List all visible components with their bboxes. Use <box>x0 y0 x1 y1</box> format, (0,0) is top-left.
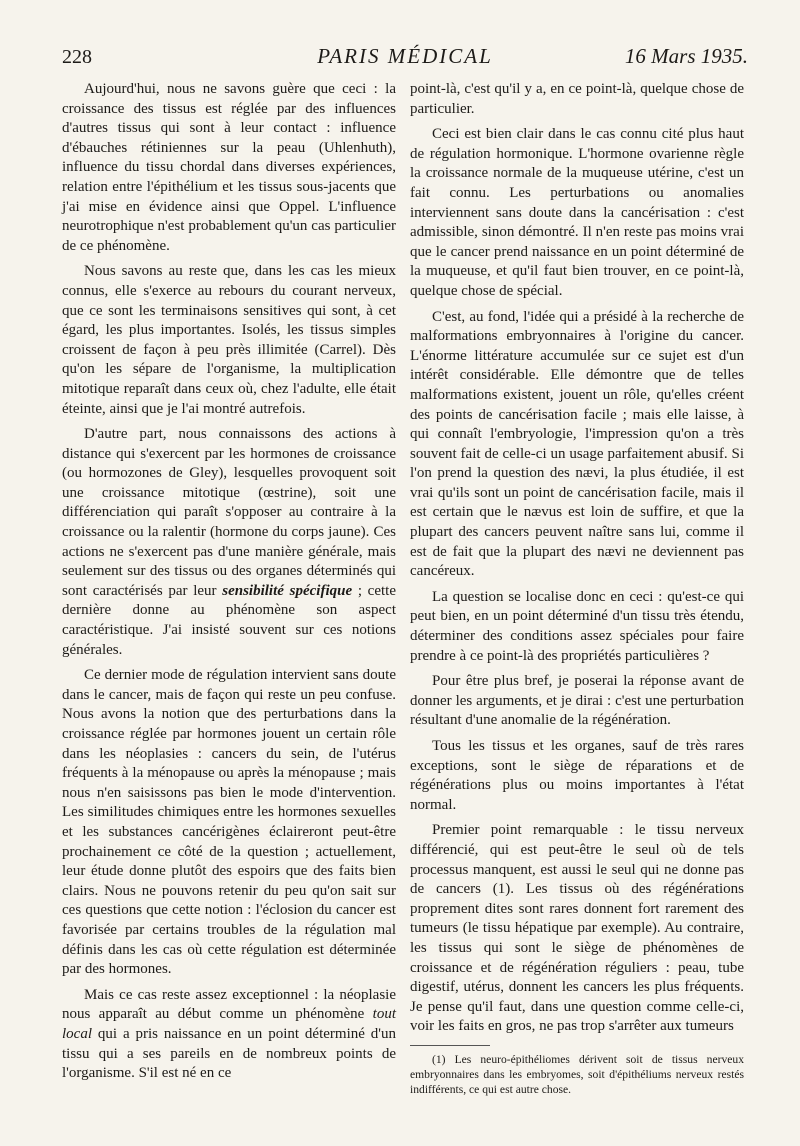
paragraph: C'est, au fond, l'idée qui a présidé à la recherche de malformations embryonnaires à l'origine du cancer. L'énorme littérature accumulée sur ce sujet est d'un intérêt considérable. Elle démontre que de telles malformations existent, jouent un rôle, qu'elles créent des points de cancérisation facile ; mais elle laisse, à qui connaît l'embryologie, l'impression qu'on a très souvent fait de celle-ci un usage parfaitement abusif. Si l'on prend la question des nævi, la plus étudiée, il est vrai qu'ils sont un point de cancérisation facile, mais il est certain que le nævus est loin de suffire, et que la plupart des cancers peuvent naître sans lui, comme il est de fait que la plupart des nævi ne deviennent pas cancéreux. <box>410 308 744 580</box>
text-run: ; cette dernière donne au phénomène son aspect caractéristique. J'ai insisté souvent sur ces notions générales. <box>62 582 396 658</box>
footnote: (1) Les neuro-épithéliomes dérivent soit de tissus nerveux embryonnaires dans les embryomes, soit d'épithéliums nerveux restés indifférents, ce qui est autre chose. <box>410 1052 744 1096</box>
paragraph: point-là, c'est qu'il y a, en ce point-là, quelque chose de particulier. <box>410 81 744 117</box>
emphasis-text: sensibilité spécifique <box>222 582 353 599</box>
paragraph: Ce dernier mode de régulation intervient sans doute dans le cancer, mais de façon qui reste un peu confuse. Nous avons la notion que des perturbations dans la croissance réglée par hormones jouent un certain rôle dans les néoplasies : cancers du sein, de l'utérus fréquents à la ménopause ou après la ménopause ; mais nous n'en saisissons pas bien le mode d'intervention. Les similitudes chimiques entre les hormones sexuelles et les substances cancérigènes éclaireront peut-être prochainement ce côté de la question ; actuellement, leur étude donne plutôt des espoirs que des faits bien clairs. Nous ne pouvons retenir du peu qu'on sait sur ces questions que cette notion : l'éclosion du cancer est favorisée par certains troubles de la régulation mal définis dans les cas où cette régulation est déterminée par des hormones. <box>62 667 396 978</box>
page-header <box>62 44 748 74</box>
journal-title: PARIS MÉDICAL <box>317 44 493 68</box>
page-number: 228 <box>62 46 92 68</box>
left-column <box>62 80 396 1084</box>
paragraph: Nous savons au reste que, dans les cas les mieux connus, elle s'exerce au rebours du courant nerveux, que ce sont les terminaisons sensitives qui sont, à cet égard, les plus importantes. Isolés, les tissus simples croissent de façon à peu près illimitée (Carrel). Dès qu'on les sépare de l'organisme, la multiplication mitotique reparaît dans ceux où, chez l'adulte, elle était éteinte, ainsi que je l'ai montré autrefois. <box>62 263 396 417</box>
right-column <box>410 80 744 1097</box>
footnote-divider <box>410 1045 490 1046</box>
paragraph: Aujourd'hui, nous ne savons guère que ceci : la croissance des tissus est réglée par des influences d'autres tissus qui sont à leur contact : influence d'ébauches rétiniennes sur la peau (Uhlenhuth), influence du tissu chordal dans diverses expériences, relation entre l'épithélium et les tissus sous-jacents que j'ai mise en évidence ainsi que Oppel. L'influence neurotrophique n'est probablement qu'un cas particulier de ce phénomène. <box>62 81 396 254</box>
issue-date: 16 Mars 1935. <box>624 44 748 68</box>
text-run: D'autre part, nous connaissons des actions à distance qui s'exercent par les hormones de croissance (ou hormozones de Gley), lesquelles provoquent soit une croissance mitotique (œstrine), soit une différenciation qui paraît s'opposer au contraire à la croissance ou la ralentir (hormone du corps jaune). Ces actions ne s'exercent pas d'une manière générale, mais seulement sur des tissus ou des organes déterminés qui sont caractérisés par leur <box>62 426 396 599</box>
paragraph <box>62 425 396 660</box>
text-run: Mais ce cas reste assez exceptionnel : la néoplasie nous apparaît au début comme un phénomène <box>62 986 396 1023</box>
paragraph: La question se localise donc en ceci : qu'est-ce qui peut bien, en un point déterminé d'un tissu très étendu, déterminer des conditions assez spéciales pour faire prendre à ce point-là des propriétés particulières ? <box>410 588 744 664</box>
emphasis-text: tout local <box>62 1006 396 1042</box>
paragraph: Pour être plus bref, je poserai la réponse avant de donner les arguments, et je dirai : c'est une perturbation résultant d'une anomalie de la régénération. <box>410 673 744 729</box>
paragraph: Premier point remarquable : le tissu nerveux différencié, qui est peut-être le seul où de tels processus manquent, est aussi le seul qui ne donne pas de cancers (1). Les tissus où des régénérations proprement dites sont rares donnent fort rarement des tumeurs (le tissu hépatique par exemple). Au contraire, les tissus qui sont le siège de phénomènes de croissance et de régénération réguliers : peau, tube digestif, utérus, donnent les cancers les plus fréquents. Je pense qu'il faut, dans une question comme celle-ci, voir les faits en gros, ne pas trop s'arrêter aux tumeurs <box>410 822 744 1035</box>
paragraph: Tous les tissus et les organes, sauf de très rares exceptions, sont le siège de réparations et de régénérations plus ou moins importantes à l'état normal. <box>410 738 744 813</box>
paragraph: Ceci est bien clair dans le cas connu cité plus haut de régulation hormonique. L'hormone ovarienne règle la croissance normale de la muqueuse utérine, c'est un fait connu. Les perturbations ou anomalies interviennent sans doute dans la cancérisation : c'est admissible, sinon démontré. Il n'en reste pas moins vrai que le cancer prend naissance en un point déterminé de la muqueuse, et qu'il faut bien trouver, en ce point-là, quelque chose de spécial. <box>410 126 744 299</box>
text-run: qui a pris naissance en un point déterminé d'un tissu qui a ses pareils en de nombreux points de l'organisme. S'il est né en ce <box>62 1025 396 1082</box>
paragraph <box>62 986 396 1084</box>
